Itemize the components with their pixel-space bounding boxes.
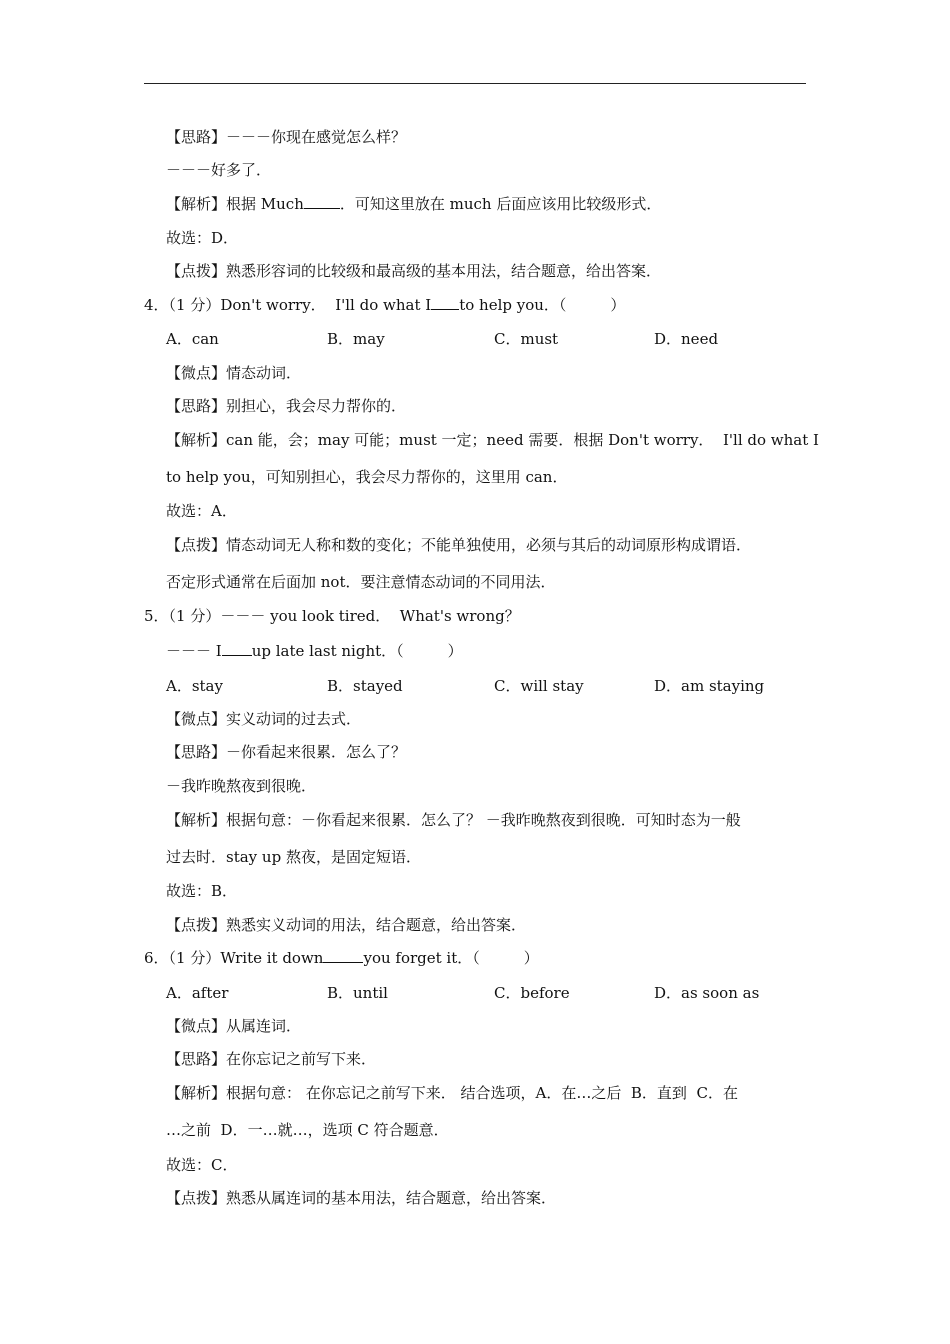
q5-silu-2: －我昨晚熬夜到很晚． [166, 777, 317, 795]
q5-stem: 5．（1 分）－－－ you look tired． What's wrong？ [144, 607, 520, 625]
q5-stem2-pre: －－－ I [166, 642, 222, 660]
q6-stem [144, 948, 539, 968]
q5-stem2-post: up late last night．（ [251, 642, 404, 660]
q5-silu: 【思路】－你看起来很累．怎么了？ [166, 743, 407, 761]
q3-jiexi [166, 194, 661, 214]
q6-dianbo: 【点拨】熟悉从属连词的基本用法，结合题意，给出答案． [166, 1189, 557, 1207]
q6-jiexi-2: …之前 D．一…就…，选项 C 符合题意． [166, 1121, 449, 1139]
q4-stem-pre: 4．（1 分）Don't worry． I'll do what I [144, 296, 432, 314]
q3-dianbo: 【点拨】熟悉形容词的比较级和最高级的基本用法，结合题意，给出答案． [166, 262, 662, 280]
q6-stem-close: ） [523, 949, 539, 967]
q4-answer: 故选：A． [166, 502, 237, 520]
q4-jiexi-1: 【解析】can 能，会；may 可能；must 一定；need 需要．根据 Don't worry． I'll do what I [166, 431, 819, 449]
q5-option-a: A．stay [166, 677, 223, 695]
q3-answer: 故选：D． [166, 229, 239, 247]
q5-stem-2 [166, 641, 463, 661]
q6-option-a: A．after [166, 984, 229, 1002]
q5-weidian: 【微点】实义动词的过去式． [166, 710, 362, 728]
q4-stem [144, 295, 625, 315]
q4-jiexi-2: to help you，可知别担心，我会尽力帮你的，这里用 can． [166, 468, 568, 486]
header-rule [144, 83, 806, 84]
q4-dianbo-2: 否定形式通常在后面加 not．要注意情态动词的不同用法． [166, 573, 556, 591]
q6-stem-pre: 6．（1 分）Write it down [144, 949, 324, 967]
q3-jiexi-pre: 【解析】根据 Much [166, 195, 304, 213]
q5-jiexi-2: 过去时．stay up 熬夜，是固定短语． [166, 848, 421, 866]
q5-dianbo: 【点拨】熟悉实义动词的用法，结合题意，给出答案． [166, 916, 527, 934]
answer-blank [304, 194, 340, 209]
q4-option-d: D．need [654, 330, 719, 348]
q3-silu: 【思路】－－－你现在感觉怎么样？ [166, 128, 407, 146]
q5-stem2-close: ） [447, 642, 463, 660]
q4-option-c: C．must [494, 330, 559, 348]
q6-weidian: 【微点】从属连词． [166, 1017, 302, 1035]
q3-jiexi-post: ．可知这里放在 much 后面应该用比较级形式． [339, 195, 662, 213]
answer-blank [323, 948, 363, 963]
q5-option-b: B．stayed [327, 677, 403, 695]
q5-option-d: D．am staying [654, 677, 765, 695]
q5-jiexi-1: 【解析】根据句意：－你看起来很累．怎么了？ －我昨晚熬夜到很晚．可知时态为一般 [166, 811, 741, 829]
q6-option-d: D．as soon as [654, 984, 760, 1002]
q6-stem-post: you forget it．（ [363, 949, 480, 967]
q5-option-c: C．will stay [494, 677, 584, 695]
q4-silu: 【思路】别担心，我会尽力帮你的． [166, 397, 407, 415]
q6-answer: 故选：C． [166, 1156, 238, 1174]
q4-stem-close: ） [610, 296, 626, 314]
q6-option-c: C．before [494, 984, 570, 1002]
q3-silu-2: －－－好多了． [166, 161, 272, 179]
q4-option-a: A．can [166, 330, 219, 348]
q4-weidian: 【微点】情态动词． [166, 364, 302, 382]
q5-answer: 故选：B． [166, 882, 238, 900]
answer-blank [431, 295, 459, 310]
q6-option-b: B．until [327, 984, 388, 1002]
answer-blank [222, 641, 252, 656]
q6-silu: 【思路】在你忘记之前写下来． [166, 1050, 377, 1068]
q4-dianbo-1: 【点拨】情态动词无人称和数的变化；不能单独使用，必须与其后的动词原形构成谓语． [166, 536, 752, 554]
q6-jiexi-1: 【解析】根据句意： 在你忘记之前写下来． 结合选项，A．在…之后 B．直到 C．在 [166, 1084, 738, 1102]
q4-option-b: B．may [327, 330, 385, 348]
q4-stem-post: to help you．（ [459, 296, 567, 314]
